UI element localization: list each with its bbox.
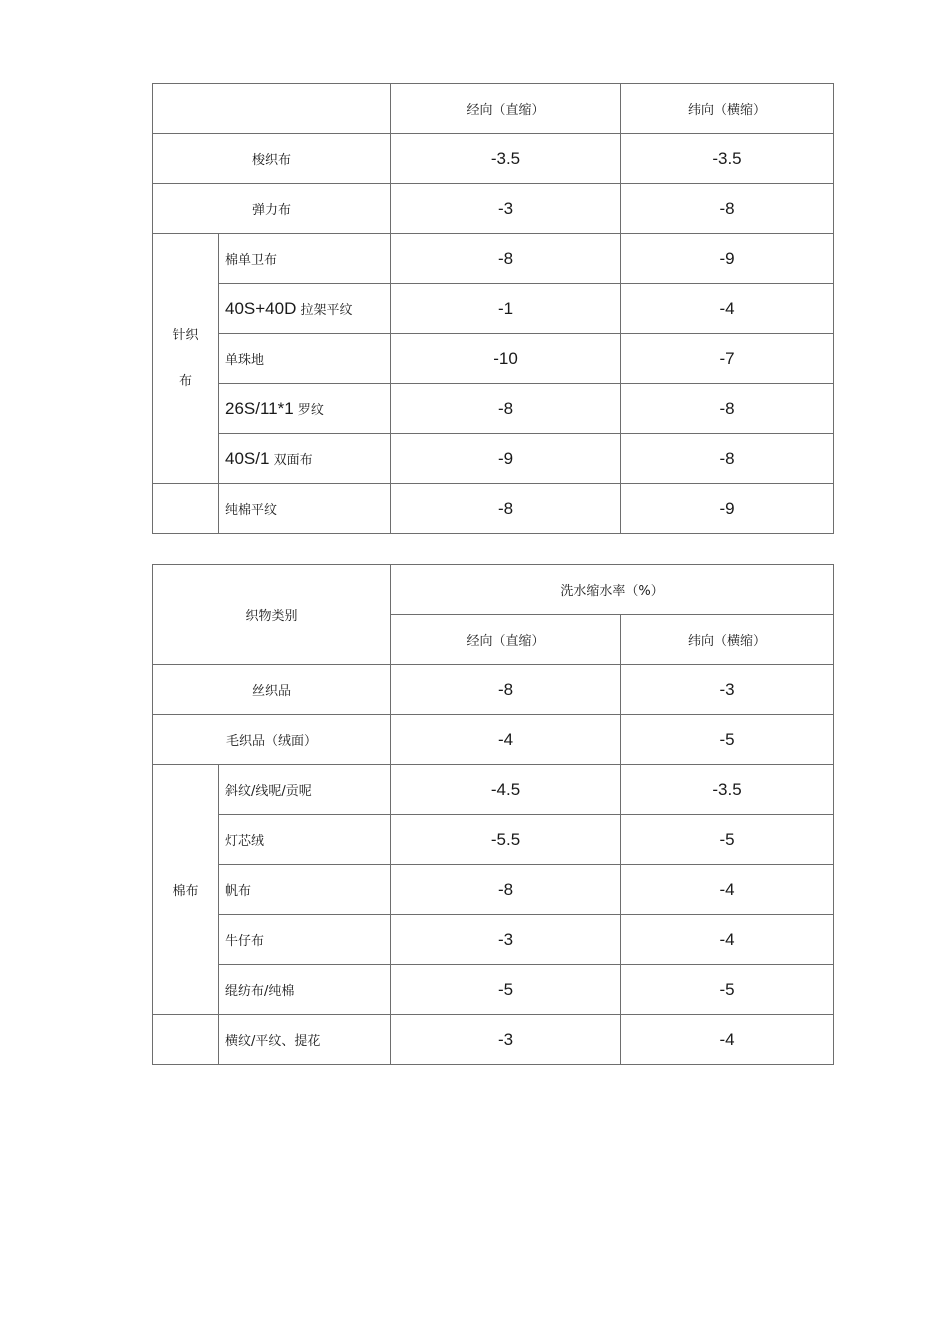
weft-value: -3.5 <box>621 134 834 184</box>
empty-group-cell <box>153 1015 219 1065</box>
table-row <box>153 384 834 434</box>
warp-value: -4 <box>391 715 621 765</box>
table-row <box>153 334 834 384</box>
weft-value: -4 <box>621 865 834 915</box>
fabric-name: 绲纺布/纯棉 <box>219 965 391 1015</box>
fabric-name: 丝织品 <box>153 665 391 715</box>
fabric-name: 弹力布 <box>153 184 391 234</box>
warp-value: -8 <box>391 384 621 434</box>
fabric-name: 斜纹/线呢/贡呢 <box>219 765 391 815</box>
table-header-row <box>153 565 834 615</box>
warp-value: -3 <box>391 915 621 965</box>
shrinkage-table-2 <box>152 564 834 1065</box>
table-row <box>153 815 834 865</box>
table-row <box>153 184 834 234</box>
fabric-name: 单珠地 <box>219 334 391 384</box>
table-header-row <box>153 84 834 134</box>
warp-value: -4.5 <box>391 765 621 815</box>
fabric-name: 帆布 <box>219 865 391 915</box>
weft-value: -4 <box>621 915 834 965</box>
fabric-name: 毛织品（绒面） <box>153 715 391 765</box>
warp-value: -8 <box>391 665 621 715</box>
header-weft: 纬向（横缩） <box>621 615 834 665</box>
table-row <box>153 434 834 484</box>
weft-value: -3 <box>621 665 834 715</box>
fabric-type: 双面布 <box>273 452 313 468</box>
table-row <box>153 765 834 815</box>
empty-group-cell <box>153 484 219 534</box>
table-row <box>153 915 834 965</box>
rate-header: 洗水缩水率（%） <box>391 565 834 615</box>
fabric-spec: 40S+40D <box>225 298 297 318</box>
header-weft: 纬向（横缩） <box>621 84 834 134</box>
fabric-name: 纯棉平纹 <box>219 484 391 534</box>
weft-value: -4 <box>621 284 834 334</box>
header-empty-cell <box>153 84 391 134</box>
table-row <box>153 284 834 334</box>
weft-value: -9 <box>621 484 834 534</box>
fabric-spec: 26S/11*1 <box>225 398 294 418</box>
header-warp: 经向（直缩） <box>391 615 621 665</box>
table-row <box>153 665 834 715</box>
fabric-name: 棉单卫布 <box>219 234 391 284</box>
fabric-name <box>219 284 391 334</box>
weft-value: -5 <box>621 715 834 765</box>
warp-value: -1 <box>391 284 621 334</box>
warp-value: -8 <box>391 865 621 915</box>
warp-value: -5 <box>391 965 621 1015</box>
warp-value: -3 <box>391 184 621 234</box>
weft-value: -5 <box>621 965 834 1015</box>
fabric-spec: 40S/1 <box>225 448 270 468</box>
weft-value: -8 <box>621 434 834 484</box>
warp-value: -10 <box>391 334 621 384</box>
table-row <box>153 234 834 284</box>
weft-value: -5 <box>621 815 834 865</box>
weft-value: -4 <box>621 1015 834 1065</box>
weft-value: -7 <box>621 334 834 384</box>
fabric-name: 牛仔布 <box>219 915 391 965</box>
shrinkage-table-1 <box>152 83 834 534</box>
table-row <box>153 715 834 765</box>
weft-value: -8 <box>621 184 834 234</box>
table-row <box>153 134 834 184</box>
weft-value: -8 <box>621 384 834 434</box>
category-header: 织物类别 <box>153 565 391 665</box>
group-label-line1: 针织 <box>172 327 199 343</box>
fabric-name <box>219 434 391 484</box>
warp-value: -5.5 <box>391 815 621 865</box>
weft-value: -3.5 <box>621 765 834 815</box>
weft-value: -9 <box>621 234 834 284</box>
group-label-line2: 布 <box>178 373 192 389</box>
fabric-name <box>219 384 391 434</box>
warp-value: -3.5 <box>391 134 621 184</box>
table-row <box>153 484 834 534</box>
group-label-cotton: 棉布 <box>153 765 219 1015</box>
warp-value: -8 <box>391 234 621 284</box>
table-row <box>153 965 834 1015</box>
fabric-type: 罗纹 <box>297 402 324 418</box>
fabric-name: 梭织布 <box>153 134 391 184</box>
group-label-knit <box>153 234 219 484</box>
table-row <box>153 1015 834 1065</box>
fabric-name: 横纹/平纹、提花 <box>219 1015 391 1065</box>
header-warp: 经向（直缩） <box>391 84 621 134</box>
fabric-type: 拉架平纹 <box>300 302 353 318</box>
fabric-name: 灯芯绒 <box>219 815 391 865</box>
warp-value: -3 <box>391 1015 621 1065</box>
warp-value: -9 <box>391 434 621 484</box>
warp-value: -8 <box>391 484 621 534</box>
table-row <box>153 865 834 915</box>
